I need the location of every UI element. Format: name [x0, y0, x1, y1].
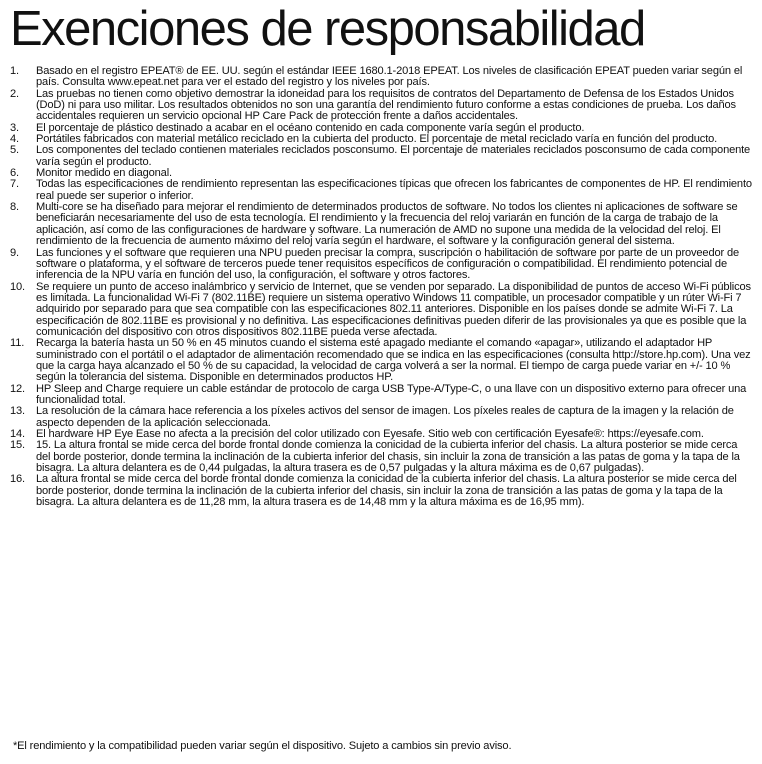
disclaimer-number: 6. [10, 167, 19, 180]
disclaimer-number: 9. [10, 246, 19, 259]
disclaimer-text: 15. La altura frontal se mide cerca del borde frontal donde comienza la conicidad de la cubierta inferior del chasis. La altura posterior se mide cerca del borde posterior, donde termina la inclinación de la cubierta inferior del chasis, sin incluir la zona de transición a las patas de goma y la tapa de la bisagra. La altura delantera es de 0,44 pulgadas, la altura trasera es de 0,57 pulgadas y la altura máxima es de 0,67 pulgadas). [36, 439, 740, 475]
disclaimer-item [10, 338, 754, 383]
disclaimer-text: La altura frontal se mide cerca del borde frontal donde comienza la conicidad de la cubierta inferior del chasis. La altura posterior se mide cerca del borde posterior, donde termina la inclinación de la cubierta inferior del chasis, sin incluir la zona de transición a las patas de goma y la tapa de la bisagra. La altura delantera es de 11,28 mm, la altura trasera es de 14,48 mm y la altura máxima es de 16,95 mm). [36, 473, 737, 509]
disclaimer-number: 12. [10, 382, 25, 395]
page-title: Exenciones de responsabilidad [10, 2, 645, 56]
disclaimer-item [10, 145, 754, 168]
disclaimer-number: 10. [10, 280, 25, 293]
disclaimer-text: Los componentes del teclado contienen materiales reciclados posconsumo. El porcentaje de materiales reciclados posconsumo de cada componente varía según el producto. [36, 144, 751, 168]
disclaimer-item [10, 179, 754, 202]
disclaimer-item [10, 248, 754, 282]
disclaimer-text: Monitor medido en diagonal. [36, 167, 172, 180]
disclaimer-number: 15. [10, 439, 25, 452]
disclaimer-item [10, 89, 754, 123]
disclaimer-text: La resolución de la cámara hace referencia a los píxeles activos del sensor de imagen. Los píxeles reales de captura de la imagen y la relación de aspecto dependen de la aplicación seleccionada. [36, 405, 734, 429]
disclaimer-text: El hardware HP Eye Ease no afecta a la precisión del color utilizado con Eyesafe. Sitio web con certificación Eyesafe®: https://eyesafe.com. [36, 428, 704, 440]
disclaimer-number: 5. [10, 144, 19, 157]
disclaimer-number: 13. [10, 405, 25, 418]
disclaimer-text: Todas las especificaciones de rendimiento representan las especificaciones típicas que ofrecen los fabricantes de componentes de HP. El rendimiento real puede ser superior o inferior. [36, 178, 752, 202]
disclaimer-text: HP Sleep and Charge requiere un cable estándar de protocolo de carga USB Type-A/Type-C, o una llave con un dispositivo externo para ofrecer una funcionalidad total. [36, 382, 747, 406]
disclaimer-number: 11. [10, 337, 25, 350]
disclaimer-number: 1. [10, 65, 19, 77]
disclaimer-number: 8. [10, 201, 19, 214]
disclaimer-number: 14. [10, 428, 25, 440]
disclaimer-number: 16. [10, 473, 25, 486]
disclaimer-text: Portátiles fabricados con material metálico reciclado en la cubierta del producto. El porcentaje de metal reciclado varía en función del producto. [36, 133, 718, 146]
disclaimer-number: 3. [10, 121, 19, 134]
disclaimer-number: 7. [10, 178, 19, 191]
disclaimer-number: 2. [10, 87, 19, 100]
disclaimer-item [10, 282, 754, 339]
disclaimer-item [10, 66, 754, 89]
disclaimer-text: Las pruebas no tienen como objetivo demostrar la idoneidad para los requisitos de contratos del Departamento de Defensa de los Estados Unidos (DoD) ni para uso militar. Los resultados obtenidos no son una garantía del rendimiento futuro conforme a estas condiciones de prueba. Los daños accidentales requieren un servicio opcional HP Care Pack de protección frente a daños accidentales. [36, 87, 736, 123]
disclaimer-item [10, 474, 754, 508]
disclaimer-item [10, 202, 754, 247]
disclaimer-number: 4. [10, 133, 19, 146]
disclaimer-text: Se requiere un punto de acceso inalámbrico y servicio de Internet, que se venden por separado. La disponibilidad de puntos de acceso Wi-Fi públicos es limitada. La funcionalidad Wi-Fi 7 (802.11BE) requiere un sistema operativo Windows 11 compatible, un procesador compatible y un rúter Wi-Fi 7 adquirido por separado para que sea compatible con las especificaciones 802.11 anteriores. Disponible en los países donde se admite Wi-Fi 7. La especificación de 802.11BE es provisional y no definitiva. Las especificaciones definitivas pueden diferir de las provisionales ya que es posible que la comunicación del dispositivo con otros dispositivos 802.11BE pueda verse afectada. [36, 280, 751, 338]
disclaimer-text: Multi-core se ha diseñado para mejorar el rendimiento de determinados productos de software. No todos los clientes ni aplicaciones de software se beneficiarán necesariamente del uso de esta tecnología. El rendimiento y la frecuencia del reloj variarán en función de la carga de trabajo de la aplicación, así como de las configuraciones de hardware y software. La numeración de AMD no supone una medida de la velocidad del reloj. El rendimiento de la frecuencia de aumento máximo del reloj varía según el hardware, el software y la configuración general del sistema. [36, 201, 738, 248]
disclaimer-text: Recarga la batería hasta un 50 % en 45 minutos cuando el sistema esté apagado mediante el comando «apagar», utilizando el adaptador HP suministrado con el portátil o el adaptador de alimentación recomendado que se indica en las especificaciones (consulta http://store.hp.com). Una vez que la carga haya alcanzado el 50 % de su capacidad, la velocidad de carga volverá a ser la normal. El tiempo de carga puede variar en +/- 10 % según la tolerancia del sistema. Disponible en determinados productos HP. [36, 337, 751, 384]
disclaimer-item [10, 406, 754, 429]
disclaimer-item [10, 440, 754, 474]
disclaimer-text: Basado en el registro EPEAT® de EE. UU. según el estándar IEEE 1680.1-2018 EPEAT. Los niveles de clasificación EPEAT pueden variar según el país. Consulta www.epeat.net para ver el estado del registro y los niveles por país. [36, 65, 743, 89]
disclaimer-item [10, 384, 754, 407]
disclaimer-text: El porcentaje de plástico destinado a acabar en el océano contenido en cada componente varía según el producto. [36, 121, 585, 134]
disclaimer-list [10, 66, 754, 508]
footer-note: *El rendimiento y la compatibilidad pueden variar según el dispositivo. Sujeto a cambios sin previo aviso. [13, 740, 512, 752]
disclaimer-text: Las funciones y el software que requieren una NPU pueden precisar la compra, suscripción o habilitación de software por parte de un proveedor de software o plataforma, y el software de terceros puede tener requisitos específicos de configuración o compatibilidad. El rendimiento potencial de inferencia de la NPU varía en función del uso, la configuración, el software y otros factores. [36, 246, 739, 282]
